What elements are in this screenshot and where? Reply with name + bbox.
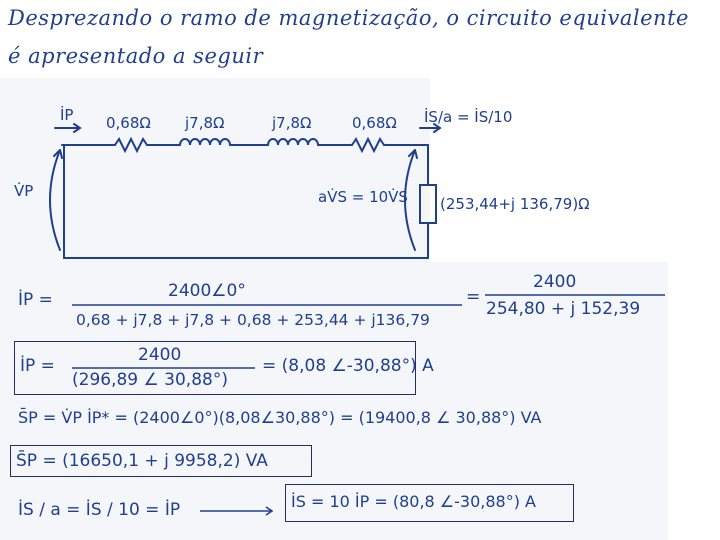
intro-line-1: Desprezando o ramo de magnetização, o circuito equivalente xyxy=(8,6,689,30)
vp-arrow xyxy=(50,150,60,250)
avs-label: aV̇S = 10V̇S xyxy=(318,188,408,206)
x1-label: j7,8Ω xyxy=(185,114,225,132)
sp-result: S̄P = (16650,1 + j 9958,2) VA xyxy=(16,451,268,471)
ip-eq-denominator: 0,68 + j7,8 + j7,8 + 0,68 + 253,44 + j136,79 xyxy=(76,311,430,329)
ip2-denominator: (296,89 ∠ 30,88°) xyxy=(72,370,228,390)
r2-label: 0,68Ω xyxy=(352,114,397,132)
x2-label: j7,8Ω xyxy=(272,114,312,132)
load-impedance xyxy=(420,185,436,223)
is-label: İS/a = İS/10 xyxy=(424,108,513,126)
is-relation: İS / a = İS / 10 = İP xyxy=(18,500,181,520)
intro-line-2: é apresentado a seguir xyxy=(8,44,264,68)
ip-eq-denominator-2: 254,80 + j 152,39 xyxy=(486,299,641,319)
ip-eq-numerator-2: 2400 xyxy=(533,272,577,292)
ip-eq-equals: = xyxy=(466,287,481,307)
ip-eq-lhs: İP = xyxy=(18,290,53,310)
ip-label: İP xyxy=(60,106,74,124)
ip2-numerator: 2400 xyxy=(138,345,182,365)
inductor-x2 xyxy=(268,139,318,145)
is-result: İS = 10 İP = (80,8 ∠-30,88°) A xyxy=(291,492,536,511)
ip2-result: = (8,08 ∠-30,88°) A xyxy=(262,356,434,376)
ip2-lhs: İP = xyxy=(20,356,55,376)
ip-arrow xyxy=(55,124,80,132)
load-label: (253,44+j 136,79)Ω xyxy=(440,195,590,213)
inductor-x1 xyxy=(180,139,230,145)
vp-label: V̇P xyxy=(14,182,34,200)
resistor-r2 xyxy=(352,139,384,151)
sp-equation: S̄P = V̇P İP* = (2400∠0°)(8,08∠30,88°) = (19400,8 ∠ 30,88°) VA xyxy=(18,408,542,427)
r1-label: 0,68Ω xyxy=(106,114,151,132)
resistor-r1 xyxy=(115,139,147,151)
ip-eq-numerator: 2400∠0° xyxy=(168,281,246,301)
